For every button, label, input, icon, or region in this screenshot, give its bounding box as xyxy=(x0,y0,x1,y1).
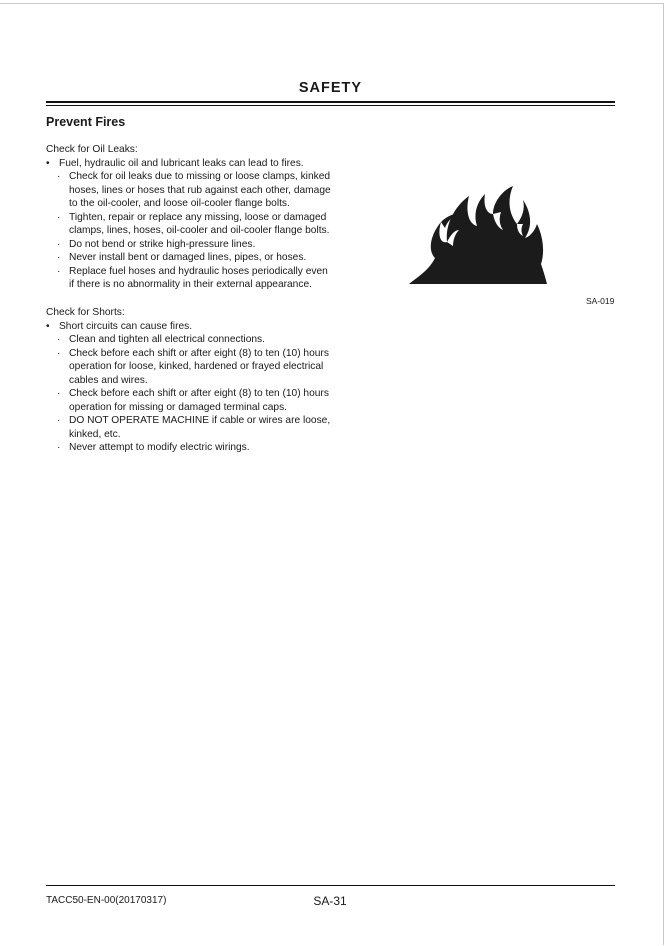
text-line: DO NOT OPERATE MACHINE if cable or wires are loose, xyxy=(69,415,331,426)
oil-main-bullet xyxy=(46,157,346,171)
oil-item-text xyxy=(69,170,331,211)
shorts-item xyxy=(46,347,346,388)
shorts-item xyxy=(46,333,346,347)
section-title: Prevent Fires xyxy=(46,115,126,129)
sub-bullet-icon: · xyxy=(57,442,61,453)
text-line: operation for missing or damaged terminal caps. xyxy=(69,401,288,413)
shorts-item xyxy=(46,387,346,414)
oil-item-text: Do not bend or strike high-pressure lines. xyxy=(69,238,256,250)
sub-bullet-icon: · xyxy=(57,238,61,250)
bullet-dot-icon: • xyxy=(46,157,50,169)
oil-item xyxy=(46,265,346,292)
oil-item-text: Never install bent or damaged lines, pipes, or hoses. xyxy=(69,252,307,263)
text-line: cables and wires. xyxy=(69,374,148,386)
shorts-item-text xyxy=(69,347,329,388)
page-number: SA-31 xyxy=(313,894,347,908)
header-rule-thick xyxy=(46,101,615,103)
oil-item xyxy=(46,238,346,252)
document-code: TACC50-EN-00(20170317) xyxy=(46,895,167,906)
shorts-item xyxy=(46,414,346,441)
text-line: Tighten, repair or replace any missing, loose or damaged xyxy=(69,211,327,223)
figure-label: SA-019 xyxy=(586,296,615,306)
text-line: operation for loose, kinked, hardened or frayed electrical xyxy=(69,361,324,372)
oil-leaks-heading: Check for Oil Leaks: xyxy=(46,144,138,155)
shorts-main-bullet-text: Short circuits can cause fires. xyxy=(59,320,193,332)
shorts-item-text xyxy=(69,387,329,414)
oil-item xyxy=(46,170,346,211)
oil-item-text xyxy=(69,265,328,292)
text-line: to the oil-cooler, and loose oil-cooler flange bolts. xyxy=(69,198,290,209)
oil-item-text xyxy=(69,211,329,238)
shorts-item-text xyxy=(69,414,330,441)
fire-icon xyxy=(407,184,547,286)
oil-item xyxy=(46,251,346,265)
footer-rule xyxy=(46,885,615,886)
sub-bullet-icon: · xyxy=(57,347,61,359)
sub-bullet-icon: · xyxy=(57,211,61,223)
text-line: Check for oil leaks due to missing or loose clamps, kinked xyxy=(69,171,331,182)
text-line: if there is no abnormality in their external appearance. xyxy=(69,279,312,290)
oil-main-bullet-text: Fuel, hydraulic oil and lubricant leaks can lead to fires. xyxy=(59,157,304,169)
page-header-title: SAFETY xyxy=(298,80,363,96)
sub-bullet-icon: · xyxy=(57,171,61,182)
oil-leaks-block xyxy=(46,143,346,292)
oil-item xyxy=(46,211,346,238)
text-line: Check before each shift or after eight (8) to ten (10) hours xyxy=(69,347,329,359)
shorts-item xyxy=(46,441,346,455)
shorts-block xyxy=(46,306,346,455)
text-line: hoses, lines or hoses that rub against each other, damage xyxy=(69,184,331,196)
sub-bullet-icon: · xyxy=(57,265,61,277)
shorts-item-text: Never attempt to modify electric wirings. xyxy=(69,442,250,453)
text-line: kinked, etc. xyxy=(69,428,121,440)
header-rule-thin xyxy=(46,105,615,106)
shorts-heading: Check for Shorts: xyxy=(46,307,125,318)
shorts-main-bullet xyxy=(46,320,346,334)
sub-bullet-icon: · xyxy=(57,415,61,426)
shorts-item-text: Clean and tighten all electrical connections. xyxy=(69,334,265,345)
text-line: Replace fuel hoses and hydraulic hoses periodically even xyxy=(69,265,328,277)
sub-bullet-icon: · xyxy=(57,252,61,263)
text-line: Check before each shift or after eight (8) to ten (10) hours xyxy=(69,388,329,399)
sub-bullet-icon: · xyxy=(57,388,61,399)
sub-bullet-icon: · xyxy=(57,334,61,345)
text-line: clamps, lines, hoses, oil-cooler and oil-cooler flange bolts. xyxy=(69,225,330,236)
bullet-dot-icon: • xyxy=(46,320,50,332)
